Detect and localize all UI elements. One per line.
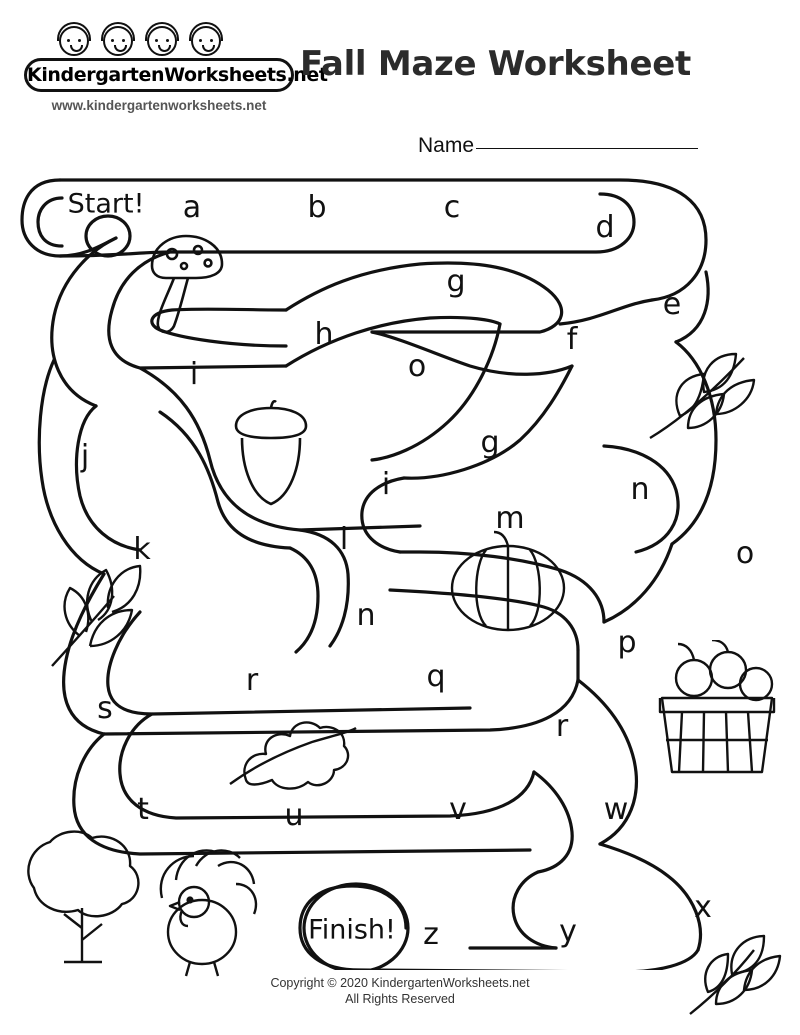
maze-letter: h	[314, 317, 334, 352]
maze-start-label: Start!	[67, 188, 145, 220]
maze-letter: g	[480, 425, 500, 460]
site-url: www.kindergartenworksheets.net	[51, 98, 267, 113]
maze-letter: k	[133, 532, 151, 567]
name-field-label	[418, 134, 698, 158]
maze-letter: x	[694, 890, 712, 925]
acorn-icon	[216, 400, 326, 520]
maze-letter: z	[423, 917, 439, 952]
logo-pill	[24, 58, 328, 92]
page-title: Fall Maze Worksheet	[300, 44, 691, 84]
leaf-branch-icon	[640, 342, 770, 452]
oak-leaf-icon	[222, 708, 362, 798]
logo-text: KindergartenWorksheets.net	[27, 64, 328, 86]
maze-letter: p	[617, 625, 637, 660]
maze-letter: o	[407, 349, 427, 384]
maze-letter: v	[449, 792, 467, 827]
maze-letter: m	[495, 501, 525, 536]
kids-illustration-icon	[54, 14, 254, 60]
maze-letter: i	[189, 357, 199, 392]
maze-letter: d	[595, 210, 615, 245]
maze-letter: o	[735, 536, 755, 571]
page-footer	[0, 975, 800, 1007]
maze-letter: s	[97, 691, 113, 726]
maze-letter: q	[426, 659, 446, 694]
maze-letter: l	[339, 522, 349, 557]
maze-letter: w	[603, 792, 629, 827]
maze-letter: n	[630, 472, 650, 507]
tree-icon	[20, 828, 150, 968]
apple-basket-icon	[652, 640, 782, 780]
maze-letter: r	[245, 663, 259, 698]
rights-text: All Rights Reserved	[345, 992, 455, 1006]
pumpkin-icon	[444, 530, 574, 640]
maze-letter: t	[137, 792, 149, 827]
turkey-icon	[142, 840, 262, 980]
maze-letter: u	[284, 798, 304, 833]
copyright-text: Copyright © 2020 KindergartenWorksheets.net	[270, 976, 530, 990]
maze-letter: i	[381, 467, 391, 502]
maze-puzzle	[0, 160, 800, 970]
maze-letter: a	[182, 190, 202, 225]
maze-letter: c	[443, 190, 461, 225]
maze-finish-label: Finish!	[308, 914, 396, 946]
maze-letter: j	[80, 439, 90, 474]
maple-leaf-icon	[36, 548, 156, 678]
maze-letter: e	[662, 287, 682, 322]
name-label-text: Name	[418, 134, 475, 157]
autumn-leaf-icon	[678, 916, 788, 1026]
maze-letter: n	[356, 598, 376, 633]
maze-letter: y	[559, 914, 577, 949]
maze-letter: b	[307, 190, 327, 225]
maze-letter: r	[555, 709, 569, 744]
name-input-rule[interactable]	[476, 148, 698, 149]
maze-letter: g	[446, 264, 466, 299]
mushroom-icon	[140, 230, 230, 340]
page-header	[0, 0, 800, 157]
maze-letter: f	[566, 322, 578, 357]
